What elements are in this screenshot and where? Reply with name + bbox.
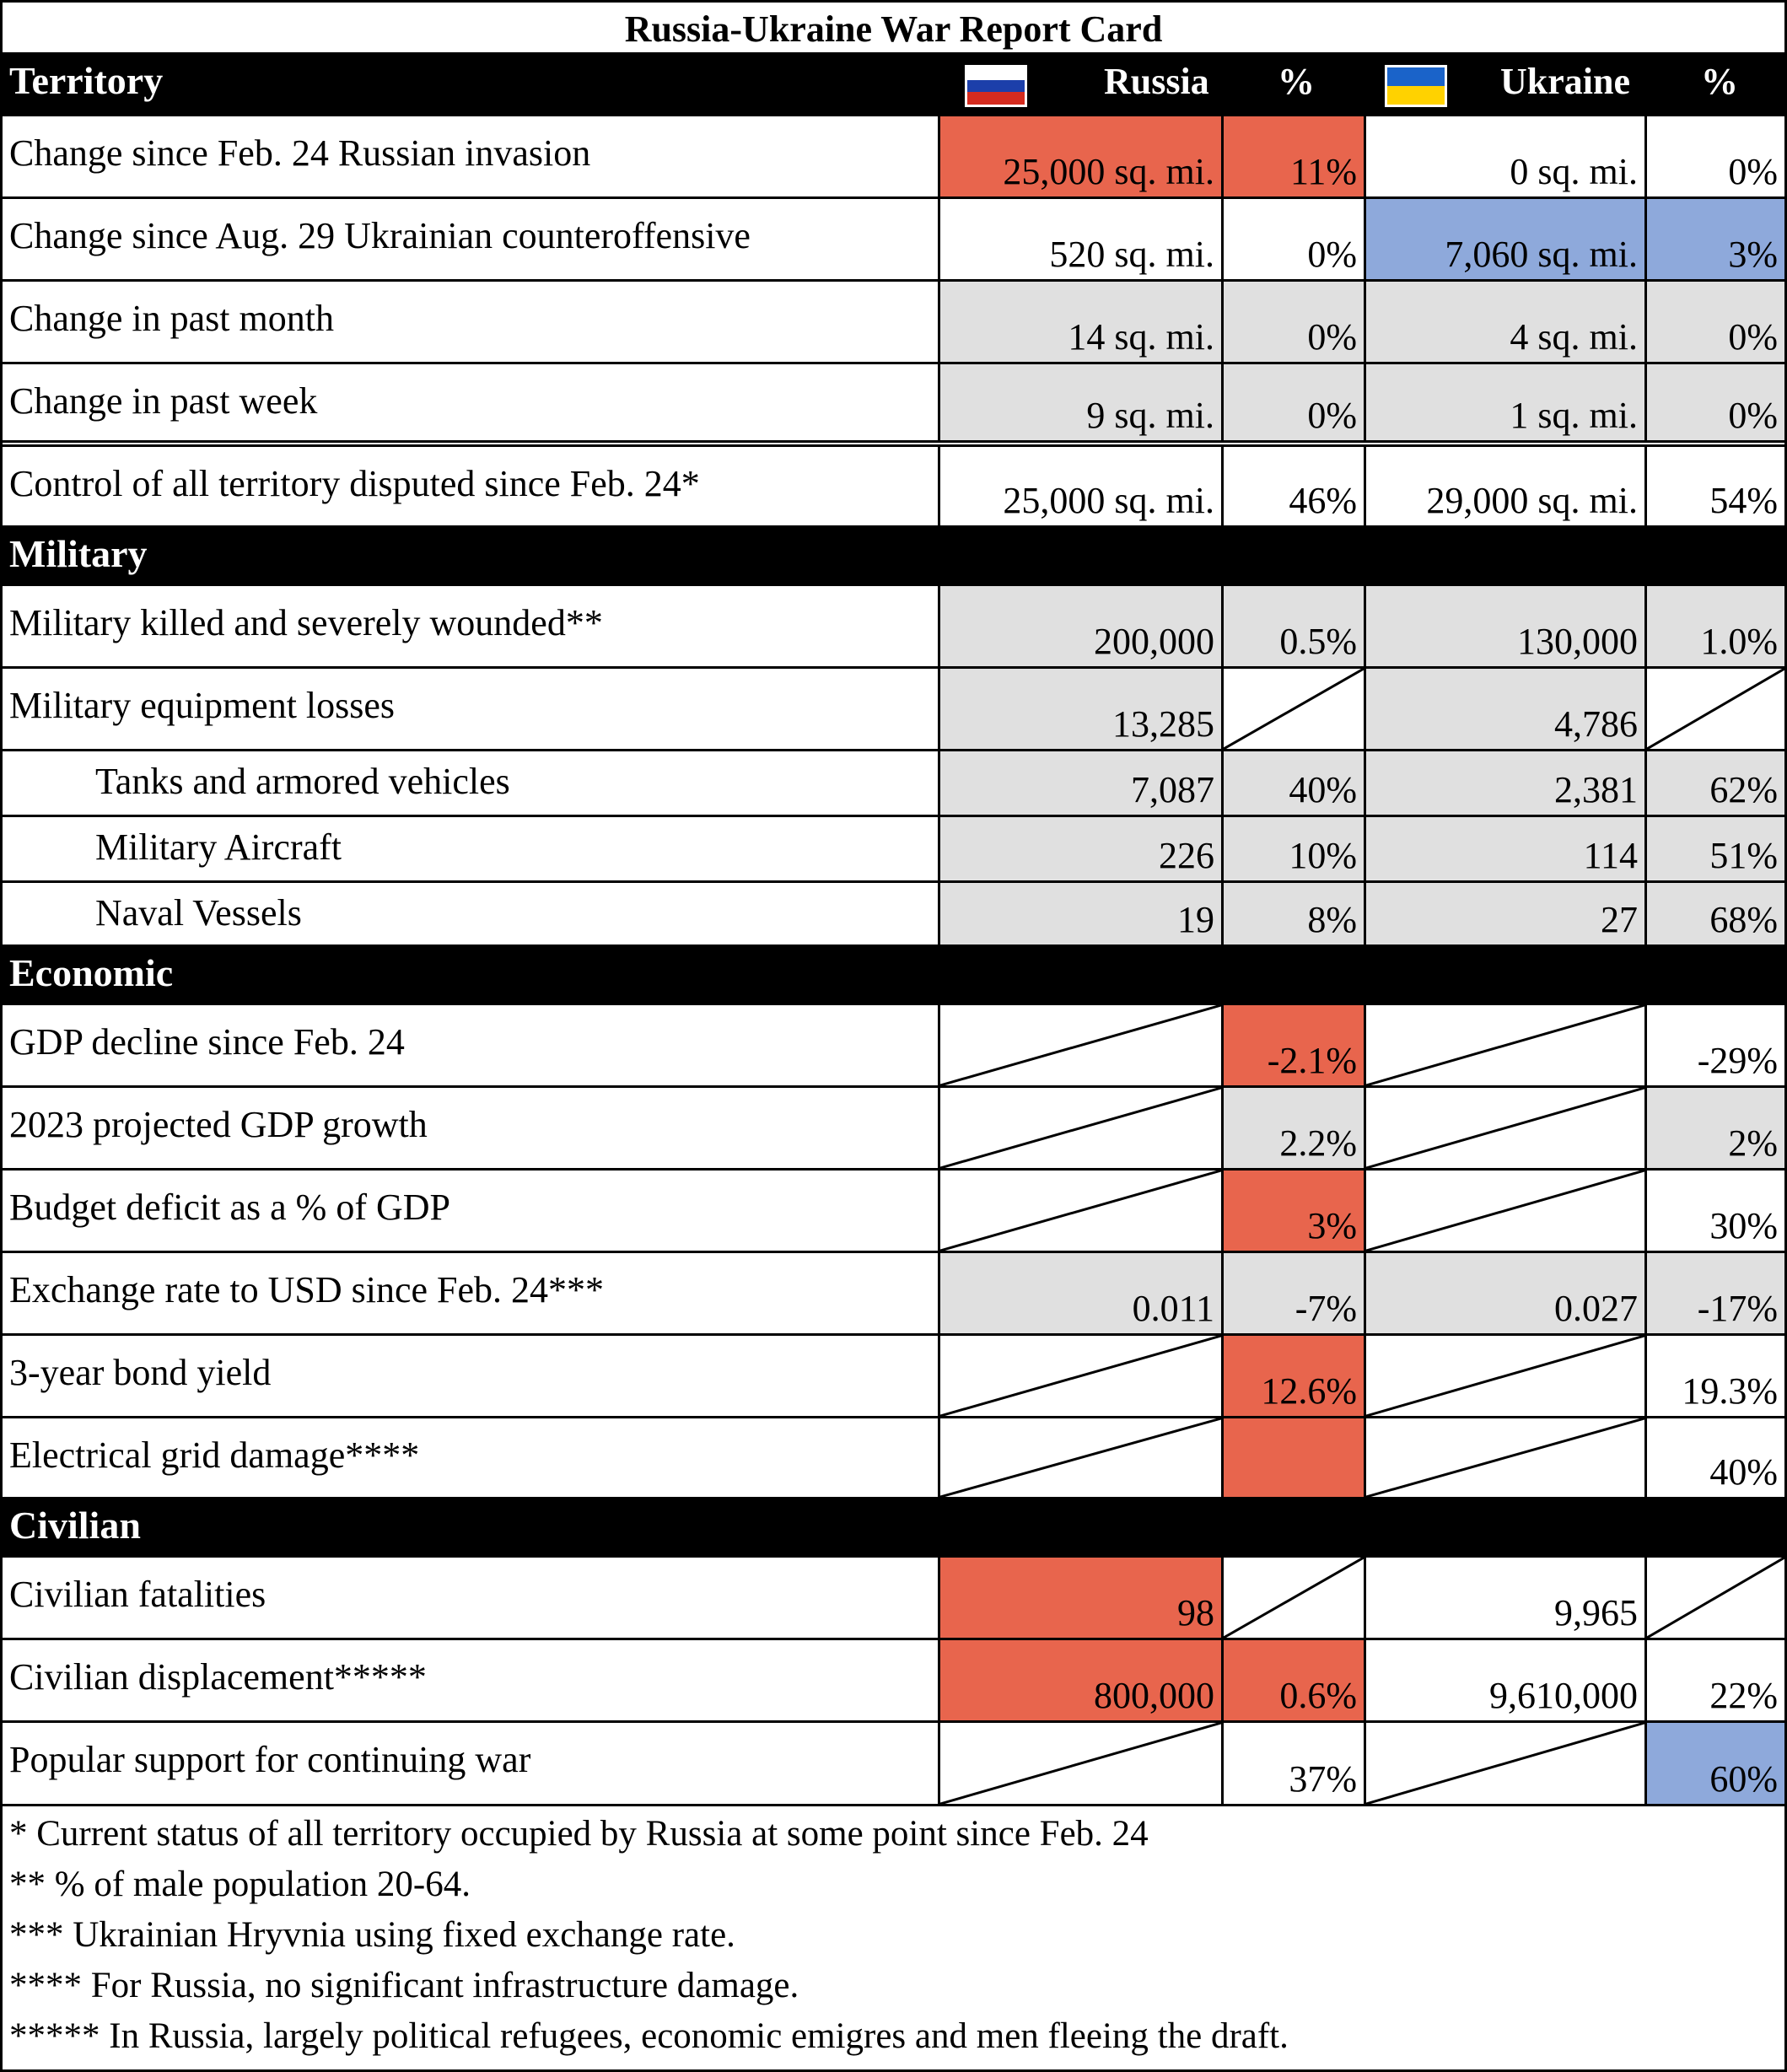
row-label-cell (3, 199, 940, 279)
ukraine-value-cell (1366, 116, 1647, 196)
not-applicable-slash (940, 1418, 1221, 1497)
row-label-cell (3, 1723, 940, 1804)
russia-percent-cell (1224, 751, 1366, 815)
table-row (3, 669, 1784, 751)
russia-percent: 0.6% (1279, 1675, 1357, 1716)
ukraine-percent-cell (1647, 1723, 1784, 1804)
table-row (3, 751, 1784, 817)
ukraine-percent-cell (1647, 883, 1784, 945)
row-label-cell (3, 1640, 940, 1720)
section-row-military (3, 528, 1784, 586)
ukraine-percent: 2% (1728, 1122, 1778, 1164)
russia-percent-cell (1224, 282, 1366, 362)
russia-value-cell (940, 586, 1224, 666)
russia-value: 98 (1177, 1592, 1214, 1633)
row-label-cell (3, 1005, 940, 1085)
russia-percent-cell (1224, 669, 1366, 749)
row-label-exchange-rate-to-usd-since-feb-24: Exchange rate to USD since Feb. 24*** (9, 1269, 605, 1310)
ukraine-value: 27 (1601, 899, 1638, 940)
ukraine-value-cell (1366, 1253, 1647, 1333)
row-label-popular-support-for-continuing-war: Popular support for continuing war (9, 1739, 531, 1780)
russia-value-cell (940, 116, 1224, 196)
russia-value: 14 sq. mi. (1068, 316, 1214, 358)
ukraine-percent-cell (1647, 1640, 1784, 1720)
column-header-ukraine-percent: % (1701, 61, 1738, 102)
row-label-control-of-all-territory-disputed-since-feb-24: Control of all territory disputed since Feb. 24* (9, 463, 700, 504)
russia-value-cell (940, 1088, 1224, 1168)
table-row (3, 883, 1784, 947)
row-label-cell (3, 1336, 940, 1416)
row-label-civilian-displacement: Civilian displacement***** (9, 1656, 427, 1698)
ukraine-value-cell (1366, 669, 1647, 749)
footnotes (3, 1806, 1784, 2069)
russia-value: 200,000 (1094, 621, 1214, 662)
row-label-military-killed-and-severely-wounded: Military killed and severely wounded** (9, 602, 603, 643)
ukraine-value-cell (1366, 751, 1647, 815)
table-row (3, 364, 1784, 447)
ukraine-percent-cell (1647, 1171, 1784, 1251)
header-row (3, 55, 1784, 116)
russia-percent-cell (1224, 1171, 1366, 1251)
ukraine-value: 114 (1583, 835, 1638, 876)
section-header-territory: Territory (9, 59, 164, 102)
table-row (3, 1558, 1784, 1640)
russia-percent: 8% (1307, 899, 1357, 940)
russia-percent-cell (1224, 586, 1366, 666)
row-label-cell (3, 1171, 940, 1251)
ukraine-value: 4 sq. mi. (1510, 316, 1638, 358)
ukraine-value: 0.027 (1554, 1288, 1638, 1329)
ukraine-value: 29,000 sq. mi. (1426, 480, 1638, 521)
russia-percent-cell (1224, 1253, 1366, 1333)
table-row (3, 1253, 1784, 1336)
russia-value: 0.011 (1132, 1288, 1214, 1329)
russia-value-cell (940, 447, 1224, 525)
ukraine-value-cell (1366, 1005, 1647, 1085)
russia-percent-cell (1224, 1418, 1366, 1497)
row-label-cell (3, 817, 940, 880)
table-row (3, 447, 1784, 528)
row-label-civilian-fatalities: Civilian fatalities (9, 1574, 266, 1615)
section-row-civilian (3, 1499, 1784, 1558)
not-applicable-slash (1366, 1723, 1644, 1804)
ukraine-percent-cell (1647, 282, 1784, 362)
russia-percent-cell (1224, 116, 1366, 196)
ukraine-percent-cell (1647, 1336, 1784, 1416)
russia-value-cell (940, 199, 1224, 279)
ukraine-value-cell (1366, 282, 1647, 362)
russia-percent-cell (1224, 199, 1366, 279)
column-header-ukraine: Ukraine (1500, 61, 1630, 102)
ukraine-percent-cell (1647, 751, 1784, 815)
table-row (3, 586, 1784, 669)
table-row (3, 1336, 1784, 1418)
russia-percent-cell (1224, 1336, 1366, 1416)
russia-percent-cell (1224, 364, 1366, 440)
row-label-2023-projected-gdp-growth: 2023 projected GDP growth (9, 1104, 428, 1145)
ukraine-percent: -29% (1697, 1040, 1778, 1081)
russia-value-cell (940, 817, 1224, 880)
row-label-cell (3, 586, 940, 666)
russia-percent: 0% (1307, 234, 1357, 275)
not-applicable-slash (940, 1005, 1221, 1085)
russia-value-cell (940, 282, 1224, 362)
ukraine-value-cell (1366, 1640, 1647, 1720)
ukraine-value-cell (1366, 883, 1647, 945)
ukraine-value-cell (1366, 364, 1647, 440)
table-row (3, 817, 1784, 883)
row-label-cell (3, 282, 940, 362)
row-label-cell (3, 116, 940, 196)
section-header-military: Military (9, 532, 148, 575)
table-row (3, 1088, 1784, 1171)
row-label-tanks-and-armored-vehicles: Tanks and armored vehicles (95, 761, 510, 802)
russia-value: 800,000 (1094, 1675, 1214, 1716)
russia-value-cell (940, 669, 1224, 749)
russia-value-cell (940, 1558, 1224, 1638)
ukraine-value: 9,965 (1554, 1592, 1638, 1633)
russia-percent: 40% (1289, 769, 1357, 810)
row-label-change-in-past-week: Change in past week (9, 380, 318, 422)
table-row (3, 1171, 1784, 1253)
ukraine-percent-cell (1647, 364, 1784, 440)
table-row (3, 282, 1784, 364)
table-row (3, 1723, 1784, 1806)
not-applicable-slash (1366, 1171, 1644, 1251)
ukraine-percent: 19.3% (1682, 1370, 1778, 1412)
footnote: * Current status of all territory occupied by Russia at some point since Feb. 24 (9, 1814, 1149, 1854)
ukraine-value-cell (1366, 1723, 1647, 1804)
not-applicable-slash (1647, 1558, 1784, 1638)
russia-value: 19 (1177, 899, 1214, 940)
row-label-cell (3, 669, 940, 749)
russia-percent: 2.2% (1279, 1122, 1357, 1164)
russia-value-cell (940, 1253, 1224, 1333)
ukraine-flag-icon (1385, 65, 1447, 107)
ukraine-percent-cell (1647, 817, 1784, 880)
column-header-russia: Russia (1104, 61, 1209, 102)
column-header-russia-percent: % (1278, 61, 1315, 102)
ukraine-percent-cell (1647, 586, 1784, 666)
ukraine-percent-cell (1647, 1418, 1784, 1497)
row-label-cell (3, 883, 940, 945)
table-row (3, 1640, 1784, 1723)
ukraine-value-cell (1366, 1418, 1647, 1497)
row-label-change-since-aug-29-ukrainian-counteroffensive: Change since Aug. 29 Ukrainian counteroffensive (9, 215, 751, 256)
ukraine-value: 2,381 (1554, 769, 1638, 810)
russia-value: 9 sq. mi. (1086, 395, 1214, 436)
table-row (3, 1005, 1784, 1088)
footnote: ***** In Russia, largely political refugees, economic emigres and men fleeing the draft. (9, 2016, 1289, 2056)
ukraine-percent: 62% (1709, 769, 1778, 810)
not-applicable-slash (1366, 1005, 1644, 1085)
ukraine-percent: 40% (1709, 1451, 1778, 1493)
russia-value-cell (940, 1336, 1224, 1416)
row-label-electrical-grid-damage: Electrical grid damage**** (9, 1434, 420, 1476)
russia-percent-cell (1224, 1640, 1366, 1720)
russia-value-cell (940, 883, 1224, 945)
ukraine-value-cell (1366, 586, 1647, 666)
row-label-naval-vessels: Naval Vessels (95, 892, 302, 934)
russia-percent-cell (1224, 883, 1366, 945)
row-label-cell (3, 1253, 940, 1333)
not-applicable-slash (940, 1723, 1221, 1804)
row-label-cell (3, 1418, 940, 1497)
ukraine-percent: 0% (1728, 316, 1778, 358)
russia-percent: 12.6% (1261, 1370, 1357, 1412)
ukraine-value: 4,786 (1554, 703, 1638, 745)
ukraine-percent: 0% (1728, 395, 1778, 436)
ukraine-value: 9,610,000 (1489, 1675, 1638, 1716)
row-label-cell (3, 1558, 940, 1638)
section-row-economic (3, 947, 1784, 1005)
ukraine-value-cell (1366, 447, 1647, 525)
ukraine-value-cell (1366, 1088, 1647, 1168)
not-applicable-slash (1224, 669, 1364, 749)
row-label-change-in-past-month: Change in past month (9, 298, 334, 339)
row-label-budget-deficit-as-a-of-gdp: Budget deficit as a % of GDP (9, 1187, 450, 1228)
russia-value-cell (940, 1171, 1224, 1251)
ukraine-percent: 0% (1728, 151, 1778, 192)
russia-percent-cell (1224, 447, 1366, 525)
russia-percent-cell (1224, 1558, 1366, 1638)
not-applicable-slash (1647, 669, 1784, 749)
ukraine-value-cell (1366, 199, 1647, 279)
ukraine-percent: 68% (1709, 899, 1778, 940)
ukraine-percent-cell (1647, 199, 1784, 279)
russia-percent-cell (1224, 1088, 1366, 1168)
russia-percent: 0% (1307, 316, 1357, 358)
not-applicable-slash (940, 1088, 1221, 1168)
ukraine-percent-cell (1647, 1253, 1784, 1333)
russia-value-cell (940, 1723, 1224, 1804)
row-label-gdp-decline-since-feb-24: GDP decline since Feb. 24 (9, 1021, 405, 1063)
footnote: *** Ukrainian Hryvnia using fixed exchange rate. (9, 1915, 735, 1955)
russia-percent-cell (1224, 1723, 1366, 1804)
russia-percent: -2.1% (1267, 1040, 1357, 1081)
russia-value: 25,000 sq. mi. (1003, 151, 1214, 192)
ukraine-percent-cell (1647, 1558, 1784, 1638)
russia-percent: 0% (1307, 395, 1357, 436)
ukraine-value-cell (1366, 1171, 1647, 1251)
not-applicable-slash (1366, 1336, 1644, 1416)
ukraine-value: 0 sq. mi. (1510, 151, 1638, 192)
ukraine-percent-cell (1647, 669, 1784, 749)
section-header-economic: Economic (9, 951, 174, 994)
ukraine-percent: 1.0% (1700, 621, 1778, 662)
row-label-cell (3, 751, 940, 815)
russia-percent-cell (1224, 817, 1366, 880)
russia-percent: -7% (1294, 1288, 1357, 1329)
row-label-military-aircraft: Military Aircraft (95, 826, 342, 868)
ukraine-percent: 3% (1728, 234, 1778, 275)
russia-percent-cell (1224, 1005, 1366, 1085)
russia-percent: 0.5% (1279, 621, 1357, 662)
russia-value-cell (940, 751, 1224, 815)
table-row (3, 116, 1784, 199)
table-row (3, 199, 1784, 282)
row-label-cell (3, 364, 940, 440)
ukraine-value-cell (1366, 1558, 1647, 1638)
russia-percent: 3% (1307, 1205, 1357, 1246)
ukraine-percent: 30% (1709, 1205, 1778, 1246)
not-applicable-slash (1366, 1418, 1644, 1497)
footnote: **** For Russia, no significant infrastructure damage. (9, 1966, 799, 2005)
ukraine-percent: 54% (1709, 480, 1778, 521)
ukraine-percent-cell (1647, 447, 1784, 525)
table-row (3, 1418, 1784, 1499)
section-header-civilian: Civilian (9, 1504, 141, 1547)
russia-value-cell (940, 1005, 1224, 1085)
russia-percent: 11% (1289, 151, 1357, 192)
ukraine-value: 130,000 (1517, 621, 1638, 662)
ukraine-value-cell (1366, 817, 1647, 880)
russia-value: 520 sq. mi. (1049, 234, 1214, 275)
ukraine-value: 1 sq. mi. (1510, 395, 1638, 436)
ukraine-percent-cell (1647, 1005, 1784, 1085)
row-label-military-equipment-losses: Military equipment losses (9, 685, 396, 726)
russia-value-cell (940, 1640, 1224, 1720)
russia-flag-icon (965, 65, 1027, 107)
russia-value: 226 (1159, 835, 1214, 876)
not-applicable-slash (1366, 1088, 1644, 1168)
title-row (3, 3, 1784, 55)
russia-value: 7,087 (1131, 769, 1214, 810)
russia-percent: 46% (1289, 480, 1357, 521)
not-applicable-slash (940, 1171, 1221, 1251)
ukraine-percent-cell (1647, 1088, 1784, 1168)
ukraine-percent: -17% (1697, 1288, 1778, 1329)
row-label-cell (3, 447, 940, 525)
ukraine-percent: 22% (1709, 1675, 1778, 1716)
row-label-cell (3, 1088, 940, 1168)
ukraine-percent-cell (1647, 116, 1784, 196)
ukraine-percent: 51% (1709, 835, 1778, 876)
russia-percent: 37% (1289, 1758, 1357, 1800)
not-applicable-slash (1224, 1558, 1364, 1638)
not-applicable-slash (940, 1336, 1221, 1416)
russia-value: 13,285 (1112, 703, 1214, 745)
russia-value-cell (940, 364, 1224, 440)
row-label-change-since-feb-24-russian-invasion: Change since Feb. 24 Russian invasion (9, 132, 591, 174)
ukraine-percent: 60% (1709, 1758, 1778, 1800)
ukraine-value-cell (1366, 1336, 1647, 1416)
russia-value: 25,000 sq. mi. (1003, 480, 1214, 521)
report-title: Russia-Ukraine War Report Card (624, 8, 1163, 50)
row-label-3-year-bond-yield: 3-year bond yield (9, 1352, 272, 1393)
ukraine-value: 7,060 sq. mi. (1445, 234, 1638, 275)
russia-percent: 10% (1289, 835, 1357, 876)
russia-value-cell (940, 1418, 1224, 1497)
footnote: ** % of male population 20-64. (9, 1865, 471, 1904)
